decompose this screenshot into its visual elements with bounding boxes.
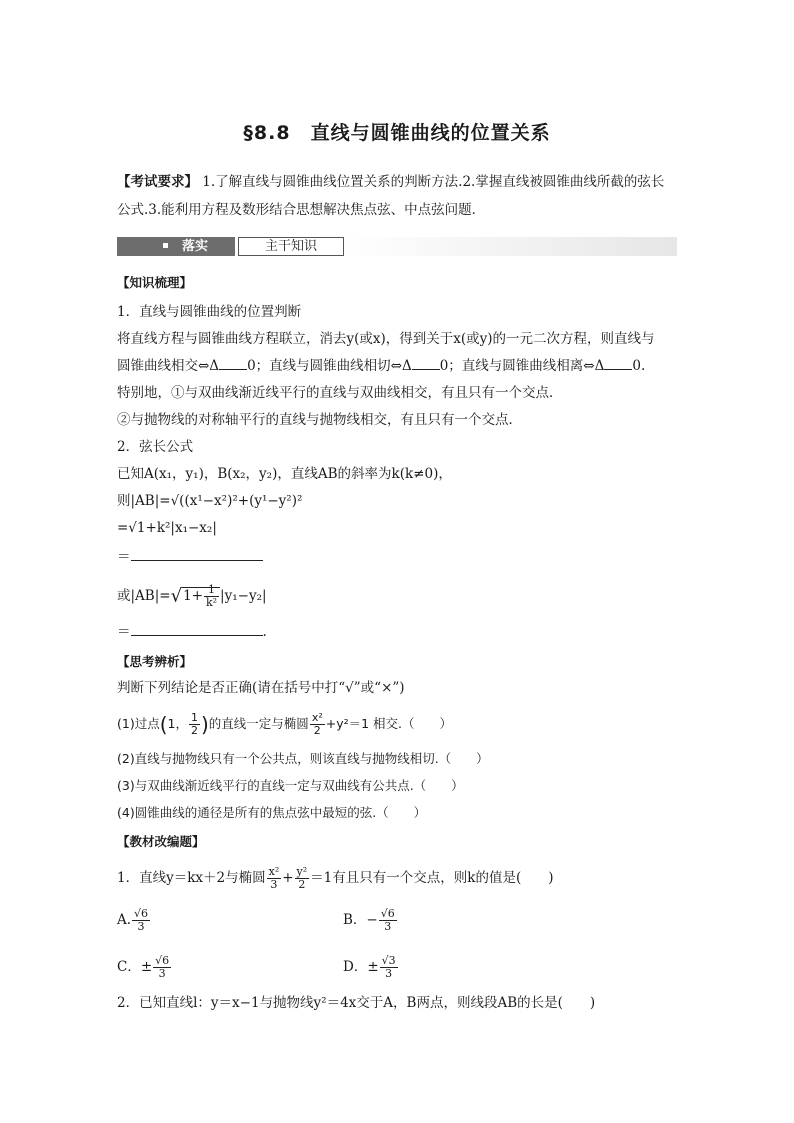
knowledge-item1-line1: 将直线方程与圆锥曲线方程联立，消去y(或x)，得到关于x(或y)的一元二次方程，则直线与 [117,331,655,347]
option-b: B．− $\frac{√6}{3}$ [343,907,395,933]
thinking-q1: (1)过点(1， $\frac{1}{2}$ )的直线一定与椭圆 $\frac{\text{x²}}{2}$ +y²＝1 相交.（ ） [117,711,453,737]
requirements-text-1: 1.了解直线与圆锥曲线位置关系的判断方法.2.掌握直线被圆锥曲线所截的弦长 [202,174,665,190]
knowledge-item2-line6: ＝ . [117,624,267,640]
square-bullet-icon [163,243,168,248]
thinking-heading: 【思考辨析】 [117,654,193,669]
textbook-heading: 【教材改编题】 [117,834,205,849]
knowledge-item2-title: 2．弦长公式 [117,439,194,455]
requirements-line-1 [117,172,664,192]
knowledge-item2-line5: 或|AB|=√1+ $\frac{1}{\text{k²}}$ |y₁−y₂| [117,583,267,609]
knowledge-heading: 【知识梳理】 [117,275,193,290]
requirements-tag: 【考试要求】 [117,174,198,190]
section-bar-left: 落实 [117,237,235,256]
textbook-p1: 1．直线y＝kx＋2与椭圆 $\frac{\text{x²}}{3}$ + $\frac{\text{y²}}{2}$ ＝1有且只有一个交点，则k的值是( ) [117,865,554,891]
thinking-q2: (2)直线与抛物线只有一个公共点，则该直线与抛物线相切.（ ） [117,751,489,766]
thinking-intro: 判断下列结论是否正确(请在括号中打“√”或“×”) [117,680,405,696]
option-d: D．± $\frac{√3}{3}$ [343,954,396,980]
option-c: C．± $\frac{√6}{3}$ [117,954,170,980]
section-bar [117,237,677,256]
knowledge-special-1: 特别地，①与双曲线渐近线平行的直线与双曲线相交，有且只有一个交点． [117,385,563,401]
knowledge-item2-line1: 已知A(x₁，y₁)，B(x₂，y₂)，直线AB的斜率为k(k≠0)， [117,466,452,482]
knowledge-item1-title: 1．直线与圆锥曲线的位置判断 [117,304,302,320]
requirements-line-2: 公式.3.能利用方程及数形结合思想解决焦点弦、中点弦问题． [117,202,486,218]
page-title: §8.8 直线与圆锥曲线的位置关系 [243,122,551,144]
textbook-p2: 2．已知直线l：y＝x−1与抛物线y²＝4x交于A，B两点，则线段AB的长是( ) [117,995,596,1011]
option-a: A. $\frac{√6}{3}$ [117,907,149,933]
knowledge-item2-line2: 则|AB|=√((x¹−x²)²+(y¹−y²)² [117,493,303,509]
section-bar-right: 主干知识 [238,237,344,256]
knowledge-item2-line4: ＝ [117,547,263,567]
thinking-q3: (3)与双曲线渐近线平行的直线一定与双曲线有公共点.（ ） [117,778,464,793]
knowledge-item2-line3: =√1+k²|x₁−x₂| [117,520,217,536]
knowledge-special-2: ②与抛物线的对称轴平行的直线与抛物线相交，有且只有一个交点． [117,412,522,428]
knowledge-item1-line2: 圆锥曲线相交⇔Δ 0；直线与圆锥曲线相切⇔Δ 0；直线与圆锥曲线相离⇔Δ 0. [117,358,646,374]
thinking-q4: (4)圆锥曲线的通径是所有的焦点弦中最短的弦.（ ） [117,805,427,820]
